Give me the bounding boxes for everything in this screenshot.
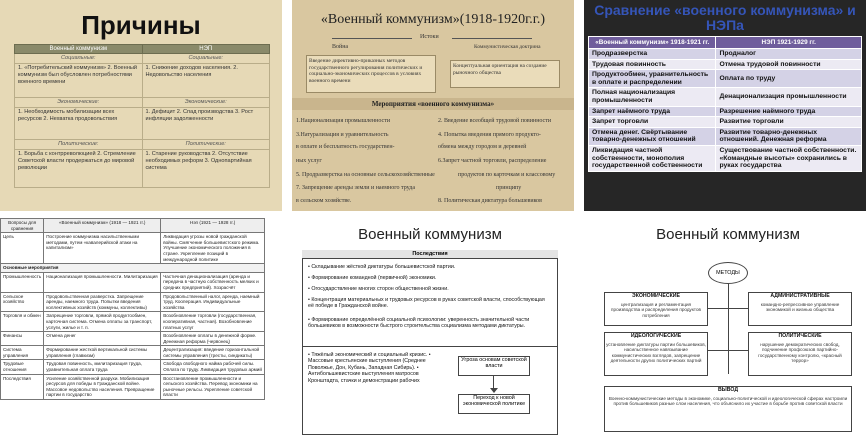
- doctrine-box: Концептуальная ориентация на создание рыночного общества: [450, 60, 560, 88]
- conclusion-heading: ВЫВОД: [717, 387, 739, 393]
- origins-line-left: [332, 38, 412, 39]
- row-label: Последствия: [1, 374, 44, 399]
- administrative-box: [748, 292, 852, 326]
- measure-7c: в сельском хозяйстве.: [296, 198, 352, 204]
- war-label: Война: [332, 44, 349, 50]
- pol-right: 1. Старение руководства 2. Отсутствие необходимых реформ 3. Однопартийная система: [142, 150, 270, 188]
- connector-top: [708, 308, 748, 309]
- row-cell: Частичная денационализация (аренда и передача в частную собственность мелких и средних предприятий). Хозрасчёт: [161, 272, 265, 292]
- row-cell: Децентрализация: введение горизонтальной системы управления (тресты, синдикаты): [161, 346, 265, 360]
- row-label: Трудовые отношения: [1, 360, 44, 374]
- section-pol: Политические:: [15, 140, 143, 150]
- consequence-item: • Огосударствление многих сторон общественной жизни.: [308, 286, 449, 292]
- pol-left: 1. Борьба с контрреволюцией 2. Стремление Советской власти продержаться до мировой революции: [15, 150, 143, 188]
- section-social: Социальные:: [15, 54, 143, 64]
- detailed-table: [0, 218, 265, 400]
- row-cell: Отмена трудовой повинности: [716, 59, 862, 70]
- consequence-item: • Формирование определённой социальной психологии: уверенность значительной части большевиков в возможности быстрого строительства социализма методами диктатуры.: [308, 317, 530, 330]
- slide-war-communism-origins[interactable]: [292, 0, 574, 211]
- ideological-heading: ИДЕОЛОГИЧЕСКИЕ: [630, 333, 682, 339]
- row-cell: Продовольственная разверстка. Запрещение аренды, наемного труда. Попытки введения коллективных хозяйств (коммуны, коллективы): [44, 292, 161, 312]
- section-pol-right: Политические:: [142, 140, 270, 150]
- slide-causes[interactable]: [0, 0, 282, 211]
- econ-left: 1. Необходимость мобилизации всех ресурсов 2. Нехватка продовольствия: [15, 108, 143, 140]
- row-cell: Трудовая повинность, милитаризация труда, уравнительная оплата труда: [44, 360, 161, 374]
- measure-3: 3.Натурализация и уравнительность: [296, 132, 389, 138]
- measure-6b: продуктов по карточкам и классовому: [458, 172, 556, 178]
- header-nep: НЭП 1921-1929 гг.: [716, 37, 862, 49]
- header-question: Вопросы для сравнения: [1, 219, 44, 233]
- threat-box: Угроза основам советской власти: [458, 356, 530, 376]
- measure-3c: ных услуг: [296, 158, 322, 164]
- slide-title: Сравнение «военного коммунизма» и НЭПа: [594, 2, 856, 33]
- ideological-box: [604, 332, 708, 376]
- measure-1: 1.Национализация промышленности: [296, 118, 391, 124]
- row-cell: Продуктообмен, уравнительность в оплате и распределении: [589, 70, 716, 88]
- slide-title: «Военный коммунизм»(1918-1920г.г.): [320, 12, 546, 27]
- causes-table: [14, 44, 270, 188]
- economic-text: централизация и регламентация производства и распределения продуктов потребления: [611, 301, 701, 318]
- divider: [302, 346, 558, 347]
- row-label: Торговля и обмен: [1, 312, 44, 332]
- methods-oval: МЕТОДЫ: [708, 262, 748, 284]
- row-cell: Трудовая повинность: [589, 59, 716, 70]
- row-cell: Запрещение торговли, прямой продуктообмен, карточная система. Отмена оплаты за транспорт, услуги, жилье и т. п.: [44, 312, 161, 332]
- row-cell: Полная национализация промышленности: [589, 88, 716, 106]
- slide-comparison-detailed[interactable]: [0, 218, 265, 438]
- row-cell: Продразверстка: [589, 49, 716, 60]
- administrative-text: командно-репрессивное управление экономикой и жизнью общества: [760, 301, 840, 313]
- origins-line-right: [452, 38, 532, 39]
- row-cell: Национализация промышленности. Милитаризация: [44, 272, 161, 292]
- section-main: Основные мероприятия: [1, 264, 265, 273]
- connector-vertical: [728, 284, 729, 374]
- economic-box: [604, 292, 708, 326]
- origins-label: Истоки: [420, 34, 439, 40]
- slide-title: Военный коммунизм: [358, 226, 502, 243]
- ideological-text: установление диктатуры партии большевиков, насильственное навязывание коммунистических взглядов, запрещение деятельности других политических партий: [606, 341, 706, 364]
- row-cell: Усиление хозяйственной разрухи. Мобилизация ресурсов для победы в Гражданской войне. Массовое недовольство населения. Превращение партии в государство: [44, 374, 161, 399]
- consequence-item: • Складывание жёсткой диктатуры большевистской партии.: [308, 264, 456, 270]
- row-cell: Запрет наёмного труда: [589, 106, 716, 117]
- header-war-communism: «Военный коммунизм» 1918-1921 гг.: [589, 37, 716, 49]
- row-cell: Продналог: [716, 49, 862, 60]
- consequences-header: Последствия: [302, 250, 558, 259]
- arrow-head-icon: [490, 388, 498, 393]
- doctrine-label: Коммунистическая доктрина: [474, 44, 541, 50]
- measure-5: 5. Продразверстка на основные сельскохозяйственные: [296, 172, 435, 178]
- row-label: Система управления: [1, 346, 44, 360]
- row-label: Промышленность: [1, 272, 44, 292]
- nep-transition-box: Переход к новой экономической политике: [458, 394, 530, 414]
- consequence-item: • Концентрация материальных и трудовых ресурсов в руках советской власти, способствующая её победе в Гражданской войне.: [308, 297, 545, 310]
- row-cell: Возобновление торговли (государственная, кооперативная, частная). Возобновление платных услуг: [161, 312, 265, 332]
- slide-title: Причины: [81, 10, 201, 40]
- conclusion-text: Военно-коммунистические методы в экономике, социально-политической и идеологической сферах настроили против большевиков разные слои населения, что объяснило их участие в борьбе против советской власти: [608, 395, 848, 407]
- measure-7b: принципу: [496, 185, 522, 191]
- row-cell: Ликвидация частной собственности, монополия государственной собственности: [589, 145, 716, 171]
- row-label: Сельское хозяйство: [1, 292, 44, 312]
- header-nep: Нэп (1921 — 1928 гг.): [161, 219, 265, 233]
- conclusion-box: [604, 386, 852, 432]
- row-cell: Возобновление оплаты в денежной форме. Денежная реформа (червонец): [161, 332, 265, 346]
- row-cell: Развитие торговли: [716, 117, 862, 128]
- economic-heading: ЭКОНОМИЧЕСКИЕ: [632, 293, 680, 299]
- row-cell: Свобода свободного найма рабочей силы. Оплата по труду. Ликвидация трудовых армий: [161, 360, 265, 374]
- row-cell: Оплата по труду: [716, 70, 862, 88]
- political-box: [748, 332, 852, 376]
- row-cell: Восстановление промышленности и сельского хозяйства. Перевод экономики на рыночные рельсы. Укрепление советской власти: [161, 374, 265, 399]
- header-war-communism: Военный коммунизм: [15, 45, 143, 54]
- row-cell: Денационализация промышленности: [716, 88, 862, 106]
- measure-7: 7. Запрещение аренды земли и наемного труда: [296, 185, 416, 191]
- measure-8: 8. Политическая диктатура большевиков: [438, 198, 543, 204]
- measures-header: Мероприятия «военного коммунизма»: [292, 98, 574, 110]
- section-social-right: Социальные:: [142, 54, 270, 64]
- section-econ-right: Экономические:: [142, 98, 270, 108]
- slide-title: Военный коммунизм: [656, 226, 800, 243]
- row-cell: Развитие товарно-денежных отношений. Денежная реформа: [716, 127, 862, 145]
- row-cell: Запрет торговли: [589, 117, 716, 128]
- war-methods-box: Введение директивно-приказных методов государственного регулирования политических и социально-экономических процессов в условиях военного времени: [306, 55, 436, 93]
- row-cell: Построение коммунизма насильственными методами, путем «кавалерийской атаки на капитализм»: [44, 233, 161, 264]
- row-cell: Отмена денег. Свёртывание товарно-денежных отношений: [589, 127, 716, 145]
- slide-comparison[interactable]: [584, 0, 866, 211]
- consequence-item: • Формирование командной (первичной) экономики.: [308, 275, 437, 281]
- administrative-heading: АДМИНИСТРАТИВНЫЕ: [770, 293, 830, 299]
- slide-consequences[interactable]: [290, 218, 570, 438]
- political-heading: ПОЛИТИЧЕСКИЕ: [778, 333, 822, 339]
- social-left: 1. «Потребительский коммунизм» 2. Военный коммунизм был обусловлен потребностями военного времени: [15, 64, 143, 98]
- slide-methods[interactable]: [590, 218, 866, 438]
- row-label: Финансы: [1, 332, 44, 346]
- comparison-table: [588, 36, 862, 172]
- row-cell: Формирование жесткой вертикальной системы управления (главкизм): [44, 346, 161, 360]
- social-right: 1. Снижение доходов населения. 2. Недовольство населения: [142, 64, 270, 98]
- measure-2: 2. Введение всеобщей трудовой повинности: [438, 118, 552, 124]
- political-text: нарушение демократических свобод, подчинение профсоюзов партийно-государственному контролю, «красный террор»: [758, 341, 842, 364]
- row-cell: Ликвидация угрозы новой гражданской войны. Смягчение большевистского режима. Улучшение экономического положения в стране. Укрепление позиций в международной политике: [161, 233, 265, 264]
- header-war-communism: «Военный коммунизм» (1918 — 1921 гг.): [44, 219, 161, 233]
- row-cell: Продовольственный налог, аренда, наемный труд. Кооперация. Индивидуальные хозяйства: [161, 292, 265, 312]
- measure-6: 6.Запрет частной торговли, распределение: [438, 158, 547, 164]
- row-cell: Существование частной собственности. «Командные высоты» сохранились в руках государства: [716, 145, 862, 171]
- measure-4: 4. Попытка введения прямого продукто-: [438, 132, 541, 138]
- consequence-item-crisis: • Тяжёлый экономический и социальный кризис. • Массовые крестьянские выступления (Среднее Поволжье, Дон, Кубань, Западная Сибирь). • Антибольшевистские выступления матросов Кронштадта, стачки и демонстрации рабочих: [308, 352, 431, 384]
- row-cell: Разрешение наёмного труда: [716, 106, 862, 117]
- header-nep: НЭП: [142, 45, 270, 54]
- measure-4b: обмена между городом и деревней: [438, 144, 527, 150]
- econ-right: 1. Дефицит 2. Спад производства 3. Рост инфляции задолженности: [142, 108, 270, 140]
- row-cell: Отмена денег: [44, 332, 161, 346]
- measure-3b: в оплате и бесплатность государствен-: [296, 144, 395, 150]
- connector-bottom: [708, 350, 748, 351]
- row-label: Цель: [1, 233, 44, 264]
- section-econ: Экономические:: [15, 98, 143, 108]
